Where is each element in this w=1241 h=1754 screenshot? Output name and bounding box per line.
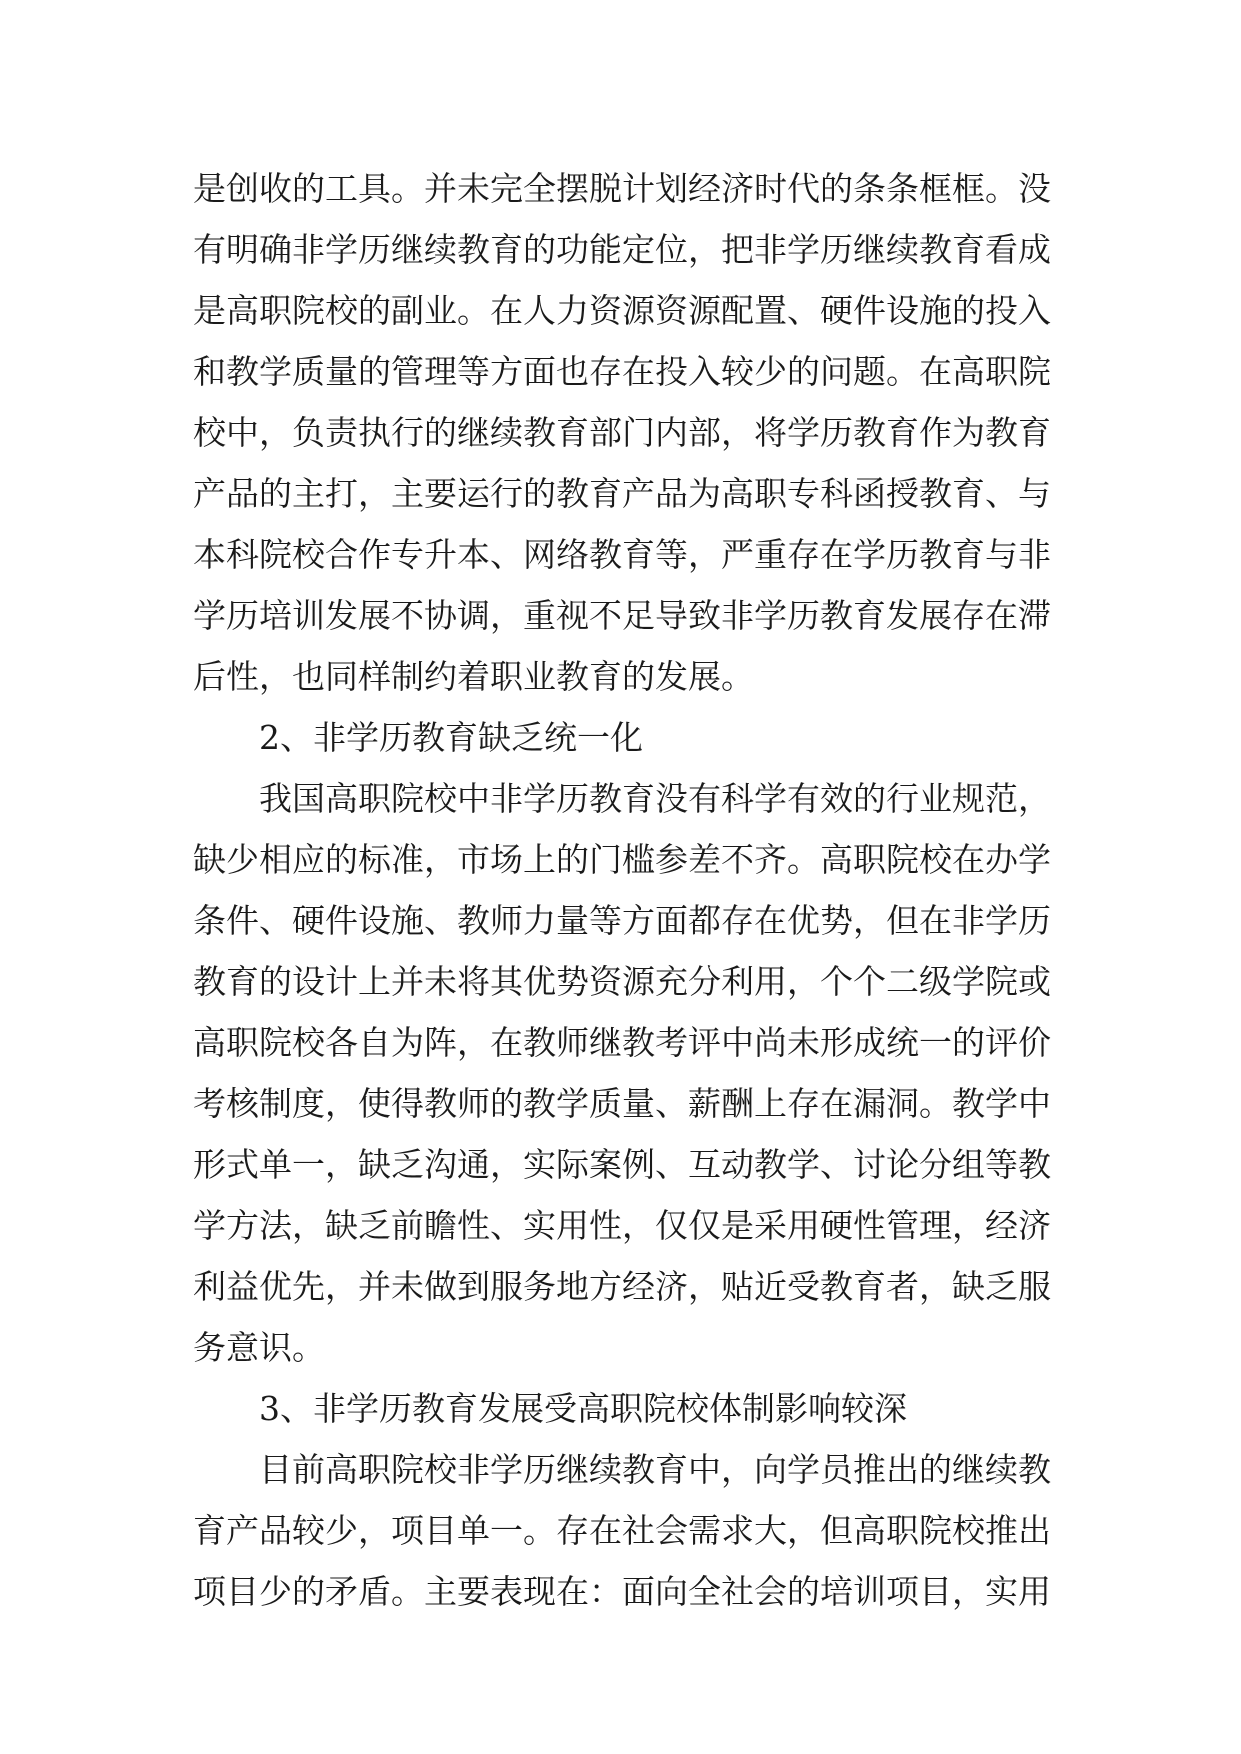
text-line: 产品的主打，主要运行的教育产品为高职专科函授教育、与 xyxy=(193,474,1051,513)
text-line: 有明确非学历继续教育的功能定位，把非学历继续教育看成 xyxy=(193,230,1051,269)
text-line: 后性，也同样制约着职业教育的发展。 xyxy=(193,657,754,696)
text-line: 和教学质量的管理等方面也存在投入较少的问题。在高职院 xyxy=(193,352,1051,391)
text-line: 学历培训发展不协调，重视不足导致非学历教育发展存在滞 xyxy=(193,596,1051,635)
text-line: 育产品较少，项目单一。存在社会需求大，但高职院校推出 xyxy=(193,1511,1051,1550)
text-line: 教育的设计上并未将其优势资源充分利用，个个二级学院或 xyxy=(193,962,1051,1001)
text-line: 我国高职院校中非学历教育没有科学有效的行业规范， xyxy=(259,779,1051,818)
text-line: 目前高职院校非学历继续教育中，向学员推出的继续教 xyxy=(259,1450,1051,1489)
text-line: 利益优先，并未做到服务地方经济，贴近受教育者，缺乏服 xyxy=(193,1267,1051,1306)
text-line: 学方法，缺乏前瞻性、实用性，仅仅是采用硬性管理，经济 xyxy=(193,1206,1051,1245)
document-body xyxy=(193,158,1051,1622)
text-line: 校中，负责执行的继续教育部门内部，将学历教育作为教育 xyxy=(193,413,1051,452)
section-heading: 2、非学历教育缺乏统一化 xyxy=(259,718,643,757)
text-line: 务意识。 xyxy=(193,1328,325,1367)
section-heading: 3、非学历教育发展受高职院校体制影响较深 xyxy=(259,1389,907,1428)
text-line: 高职院校各自为阵，在教师继教考评中尚未形成统一的评价 xyxy=(193,1023,1051,1062)
text-line: 考核制度，使得教师的教学质量、薪酬上存在漏洞。教学中 xyxy=(193,1084,1051,1123)
text-line: 是高职院校的副业。在人力资源资源配置、硬件设施的投入 xyxy=(193,291,1051,330)
text-line: 项目少的矛盾。主要表现在：面向全社会的培训项目，实用 xyxy=(193,1572,1051,1611)
text-line: 形式单一，缺乏沟通，实际案例、互动教学、讨论分组等教 xyxy=(193,1145,1051,1184)
text-line: 缺少相应的标准，市场上的门槛参差不齐。高职院校在办学 xyxy=(193,840,1051,879)
text-line: 本科院校合作专升本、网络教育等，严重存在学历教育与非 xyxy=(193,535,1051,574)
text-line: 是创收的工具。并未完全摆脱计划经济时代的条条框框。没 xyxy=(193,169,1051,208)
text-line: 条件、硬件设施、教师力量等方面都存在优势，但在非学历 xyxy=(193,901,1051,940)
